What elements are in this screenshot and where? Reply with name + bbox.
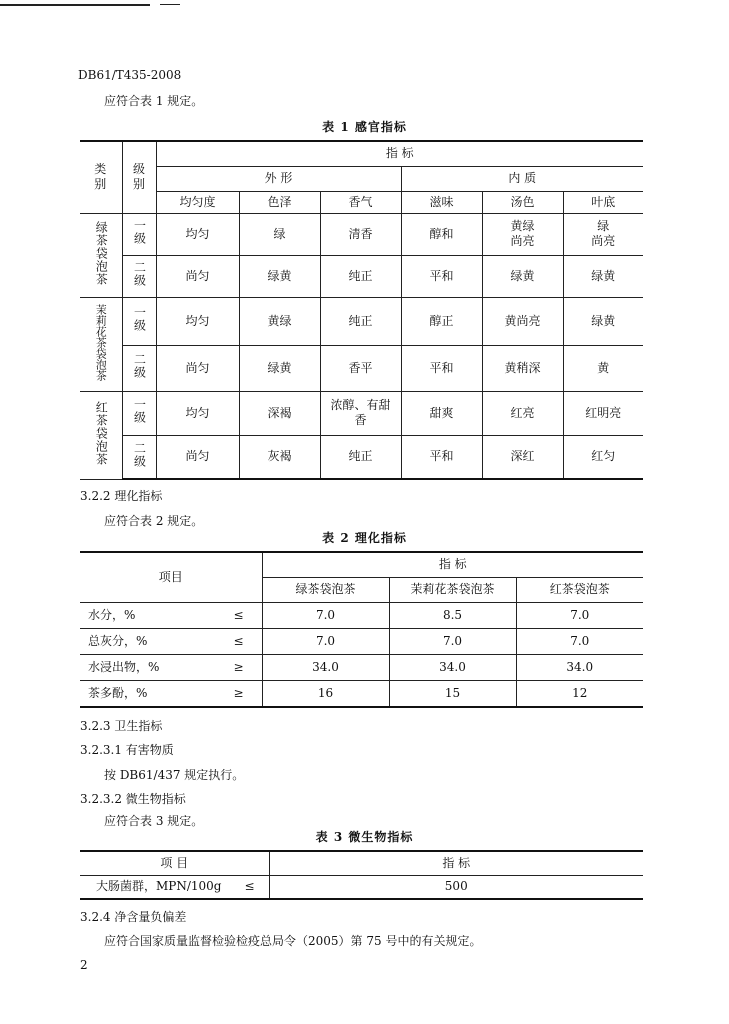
table-row	[80, 213, 643, 255]
table-cell: 尚匀	[156, 255, 239, 297]
table-cell: 16	[262, 680, 389, 707]
table-row	[80, 255, 643, 297]
table1-sensory	[80, 140, 643, 480]
t1-col-aroma: 香气	[320, 191, 401, 213]
table-cell: 34.0	[389, 654, 516, 680]
table-cell: 7.0	[516, 628, 643, 654]
table-cell: 7.0	[262, 628, 389, 654]
table-cell: 均匀	[156, 297, 239, 345]
t2-col-jasmine: 茉莉花茶袋泡茶	[389, 577, 516, 602]
t1-header-appearance: 外 形	[156, 166, 401, 191]
table-row	[80, 628, 643, 654]
section-324-heading: 3.2.4 净含量负偏差	[80, 910, 187, 924]
table-cell: 纯正	[320, 255, 401, 297]
table-cell: 均匀	[156, 391, 239, 435]
t1-col-uniformity: 均匀度	[156, 191, 239, 213]
table-cell: 红明亮	[563, 391, 643, 435]
table-cell: 绿黄	[239, 255, 320, 297]
t2-item: 总灰分，% ≤	[80, 628, 262, 654]
t2-col-green: 绿茶袋泡茶	[262, 577, 389, 602]
table-cell: 平和	[401, 345, 482, 391]
t1-header-category: 类别	[80, 141, 122, 213]
t1-header-inner-quality: 内 质	[401, 166, 643, 191]
t3-header-item: 项 目	[80, 851, 269, 875]
section-323-heading: 3.2.3 卫生指标	[80, 719, 163, 733]
table-cell: 黄稍深	[482, 345, 563, 391]
table3-microbial	[80, 850, 643, 900]
table-row	[80, 435, 643, 479]
t1-col-leaf: 叶底	[563, 191, 643, 213]
table2-caption: 表 2 理化指标	[322, 531, 407, 545]
t2-col-black: 红茶袋泡茶	[516, 577, 643, 602]
t1-header-indicator: 指 标	[156, 141, 643, 166]
table-cell: 绿黄	[482, 255, 563, 297]
section-322-text: 应符合表 2 规定。	[104, 514, 204, 528]
table3-caption: 表 3 微生物指标	[315, 830, 414, 844]
t2-header-item: 项目	[80, 552, 262, 602]
t1-category-green: 绿茶袋泡茶	[80, 213, 122, 297]
table-cell: 平和	[401, 435, 482, 479]
t1-col-color: 色泽	[239, 191, 320, 213]
table-cell: 8.5	[389, 602, 516, 628]
table1-caption: 表 1 感官指标	[322, 120, 407, 134]
table-cell: 34.0	[262, 654, 389, 680]
document-id: DB61/T435-2008	[78, 68, 182, 82]
top-rule-fragment	[160, 4, 180, 5]
section-322-heading: 3.2.2 理化指标	[80, 489, 163, 503]
t1-category-black: 红茶袋泡茶	[80, 391, 122, 479]
t1-grade: 一级	[122, 391, 156, 435]
table-cell: 深褐	[239, 391, 320, 435]
section-3232-text: 应符合表 3 规定。	[104, 814, 204, 828]
t2-item: 水分，% ≤	[80, 602, 262, 628]
table-row	[80, 345, 643, 391]
table-cell: 500	[269, 875, 643, 899]
table-cell: 醇和	[401, 213, 482, 255]
table-cell: 黄	[563, 345, 643, 391]
table-cell: 红亮	[482, 391, 563, 435]
t1-col-taste: 滋味	[401, 191, 482, 213]
table-cell: 7.0	[262, 602, 389, 628]
section-324-text: 应符合国家质量监督检验检疫总局令（2005）第 75 号中的有关规定。	[104, 934, 482, 948]
page-number: 2	[80, 958, 88, 972]
table-cell: 15	[389, 680, 516, 707]
table-cell: 深红	[482, 435, 563, 479]
table-cell: 浓醇、有甜 香	[320, 391, 401, 435]
t1-grade: 二级	[122, 255, 156, 297]
table-cell: 34.0	[516, 654, 643, 680]
t1-col-liquor: 汤色	[482, 191, 563, 213]
t3-header-indicator: 指 标	[269, 851, 643, 875]
table-row	[80, 654, 643, 680]
table-cell: 绿	[239, 213, 320, 255]
table-cell: 红匀	[563, 435, 643, 479]
section-3232-heading: 3.2.3.2 微生物指标	[80, 792, 186, 806]
t1-grade: 二级	[122, 345, 156, 391]
table-cell: 尚匀	[156, 435, 239, 479]
table-row	[80, 602, 643, 628]
table-row	[80, 875, 643, 899]
table-cell: 绿黄	[563, 255, 643, 297]
t1-grade: 一级	[122, 297, 156, 345]
table-cell: 绿黄	[239, 345, 320, 391]
table-cell: 清香	[320, 213, 401, 255]
intro-text: 应符合表 1 规定。	[104, 94, 204, 108]
top-rule	[0, 4, 150, 6]
table-cell: 7.0	[516, 602, 643, 628]
t1-category-jasmine: 茉莉花茶袋泡茶	[80, 297, 122, 391]
t2-header-indicator: 指 标	[262, 552, 643, 577]
table-cell: 平和	[401, 255, 482, 297]
t3-item: 大肠菌群，MPN/100g ≤	[80, 875, 269, 899]
table-cell: 绿黄	[563, 297, 643, 345]
section-3231-heading: 3.2.3.1 有害物质	[80, 743, 174, 757]
table-cell: 灰褐	[239, 435, 320, 479]
table-cell: 纯正	[320, 435, 401, 479]
t1-header-grade: 级别	[122, 141, 156, 213]
table-cell: 尚匀	[156, 345, 239, 391]
table-cell: 黄绿	[239, 297, 320, 345]
table-cell: 纯正	[320, 297, 401, 345]
table2-physicochemical	[80, 551, 643, 708]
table-cell: 均匀	[156, 213, 239, 255]
table-cell: 黄尚亮	[482, 297, 563, 345]
table-cell: 醇正	[401, 297, 482, 345]
table-row	[80, 391, 643, 435]
table-cell: 7.0	[389, 628, 516, 654]
table-cell: 香平	[320, 345, 401, 391]
table-row	[80, 297, 643, 345]
table-cell: 12	[516, 680, 643, 707]
section-3231-text: 按 DB61/437 规定执行。	[104, 768, 245, 782]
t1-grade: 二级	[122, 435, 156, 479]
table-cell: 绿 尚亮	[563, 213, 643, 255]
table-cell: 甜爽	[401, 391, 482, 435]
t2-item: 水浸出物，% ≥	[80, 654, 262, 680]
table-row	[80, 680, 643, 707]
table-cell: 黄绿 尚亮	[482, 213, 563, 255]
t2-item: 茶多酚，% ≥	[80, 680, 262, 707]
t1-grade: 一级	[122, 213, 156, 255]
